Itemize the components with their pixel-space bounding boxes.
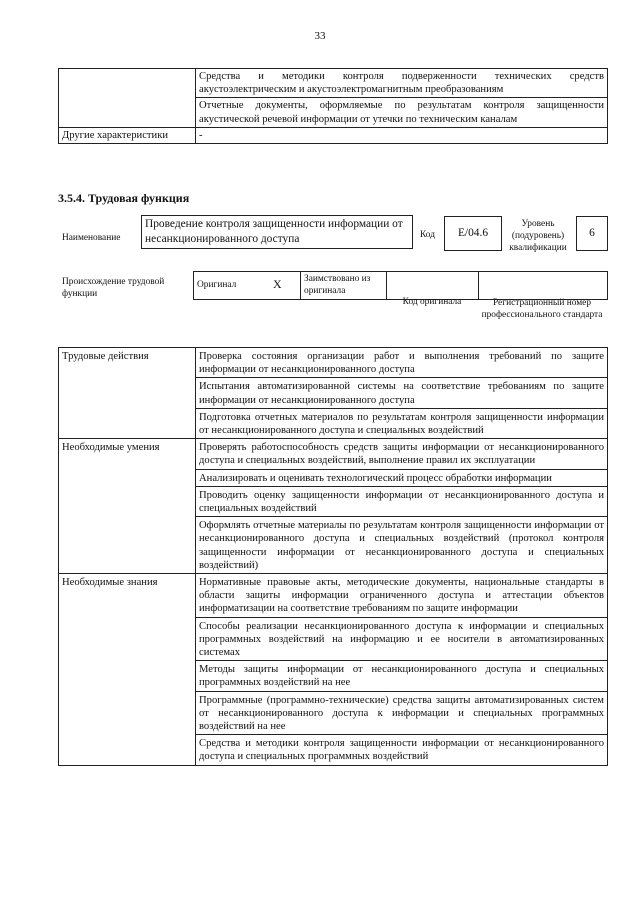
table-cell: Средства и методики контроля защищенности информации от несанкционированного доступа и специальных программных воздействий (196, 735, 608, 765)
table-cell: Анализировать и оценивать технологический процесс обработки информации (196, 469, 608, 486)
row-label (59, 69, 196, 128)
section-title: 3.5.4. Трудовая функция (58, 191, 190, 205)
table-cell: Испытания автоматизированной системы на соответствие требованиям по защите информации от несанкционированного доступа (196, 378, 608, 408)
table-cell: Подготовка отчетных материалов по результатам контроля защищенности информации от несанкционированного доступа и специальных воздействий (196, 408, 608, 438)
table-cell: Проверять работоспособность средств защиты информации от несанкционированного доступа и специальных воздействий, выполнение правил их эксплуатации (196, 439, 608, 469)
reg-number-label: Регистрационный номер профессионального стандарта (481, 298, 603, 320)
origin-box (193, 271, 388, 300)
table-row (59, 348, 608, 378)
code-original-label: Код оригинала (402, 297, 462, 307)
borrowed-label: Заимствовано из оригинала (304, 274, 371, 296)
table-cell: - (196, 127, 608, 143)
origin-label: Происхождение трудовой функции (62, 277, 165, 299)
table-cell: Программные (программно-технические) средства защиты автоматизированных систем от несанкционированного доступа к информации и специальных программных воздействий на нее (196, 691, 608, 735)
table-cell: Отчетные документы, оформляемые по результатам контроля защищенности акустической речевой информации от утечки по техническим каналам (196, 98, 608, 127)
continuation-table (58, 68, 608, 144)
level-value: 6 (576, 216, 608, 251)
table-cell: Методы защиты информации от несанкционированного доступа и специальных программных воздействий на нее (196, 661, 608, 691)
function-table (58, 347, 608, 766)
page-number: 33 (314, 30, 326, 42)
level-label: Уровень (подуровень) квалификации (509, 219, 567, 253)
table-cell: Оформлять отчетные материалы по результатам контроля защищенности информации от несанкционированного доступа и специальных воздействий (протокол контроля защищенности информации от несанкционированного доступа и специальных воздействий) (196, 517, 608, 574)
table-row (59, 127, 608, 143)
table-row (59, 439, 608, 469)
table-row (59, 574, 608, 618)
table-cell: Средства и методики контроля подверженности технических средств акустоэлектрическим и акустоэлектромагнитным преобразованиям (196, 69, 608, 98)
name-label: Наименование (62, 233, 121, 243)
divider (300, 271, 301, 299)
row-label: Другие характеристики (59, 127, 196, 143)
section-label: Необходимые знания (59, 574, 196, 766)
section-label: Трудовые действия (59, 348, 196, 439)
table-cell: Проводить оценку защищенности информации от несанкционированного доступа и специальных воздействий (196, 486, 608, 516)
table-cell: Способы реализации несанкционированного доступа к информации и специальных программных воздействий на информацию и ее носители в автоматизированных системах (196, 617, 608, 661)
code-label: Код (420, 230, 435, 240)
table-cell: Проверка состояния организации работ и выполнения требований по защите информации от несанкционированного доступа (196, 348, 608, 378)
table-row (59, 69, 608, 98)
table-cell: Нормативные правовые акты, методические документы, национальные стандарты в области защиты информации ограниченного доступа и аттестации объектов информатизации на соответствие требованиям по защите информации (196, 574, 608, 618)
original-label: Оригинал (197, 280, 237, 290)
function-code: E/04.6 (444, 216, 502, 251)
function-name: Проведение контроля защищенности информации от несанкционированного доступа (141, 215, 413, 249)
original-mark: X (273, 277, 282, 291)
code-original-box (386, 271, 480, 300)
reg-number-box (478, 271, 608, 300)
section-label: Необходимые умения (59, 439, 196, 574)
